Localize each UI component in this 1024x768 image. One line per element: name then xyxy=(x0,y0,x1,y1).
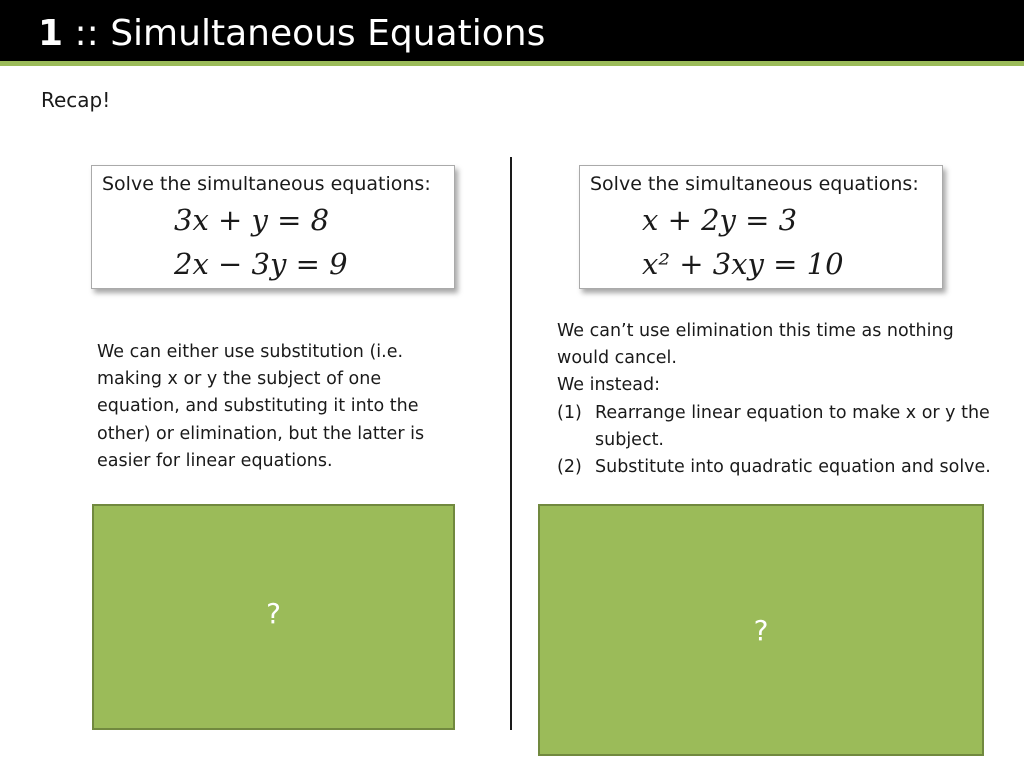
left-equation-1: 3x + y = 8 xyxy=(174,203,330,237)
right-explanation xyxy=(557,318,1017,481)
title-bar xyxy=(0,0,1024,66)
right-equation-2: x² + 3xy = 10 xyxy=(642,247,844,281)
title-number: 1 xyxy=(38,13,64,54)
left-prompt: Solve the simultaneous equations: xyxy=(102,173,431,195)
right-answer-reveal-button[interactable] xyxy=(538,504,984,756)
left-explanation: We can either use substitution (i.e. making x or y the subject of one equation, and substituting it into the other) or elimination, but the latter is easier for linear equations. xyxy=(97,342,425,471)
step-number: (2) xyxy=(557,457,582,478)
step-number: (1) xyxy=(557,402,582,423)
right-equation-1: x + 2y = 3 xyxy=(642,203,798,237)
left-answer-reveal-button[interactable] xyxy=(92,504,455,730)
step-text: Substitute into quadratic equation and solve. xyxy=(595,457,991,478)
recap-label: Recap! xyxy=(41,88,111,112)
left-equations-box xyxy=(91,165,455,289)
left-reveal-label: ? xyxy=(266,596,281,630)
right-explanation-line-3: We instead: xyxy=(557,375,661,396)
column-divider xyxy=(510,157,512,730)
title-label: :: Simultaneous Equations xyxy=(63,13,546,54)
left-equation-2: 2x − 3y = 9 xyxy=(174,247,348,281)
step-item xyxy=(557,454,1017,481)
step-item xyxy=(557,400,1017,454)
right-explanation-line-1: We can’t use elimination this time as nothing xyxy=(557,321,954,341)
page-title xyxy=(38,12,545,56)
right-reveal-label: ? xyxy=(753,613,769,647)
right-prompt: Solve the simultaneous equations: xyxy=(590,173,919,195)
right-equations-box xyxy=(579,165,943,289)
step-text: Rearrange linear equation to make x or y the subject. xyxy=(595,402,990,450)
right-explanation-line-2: would cancel. xyxy=(557,348,677,369)
